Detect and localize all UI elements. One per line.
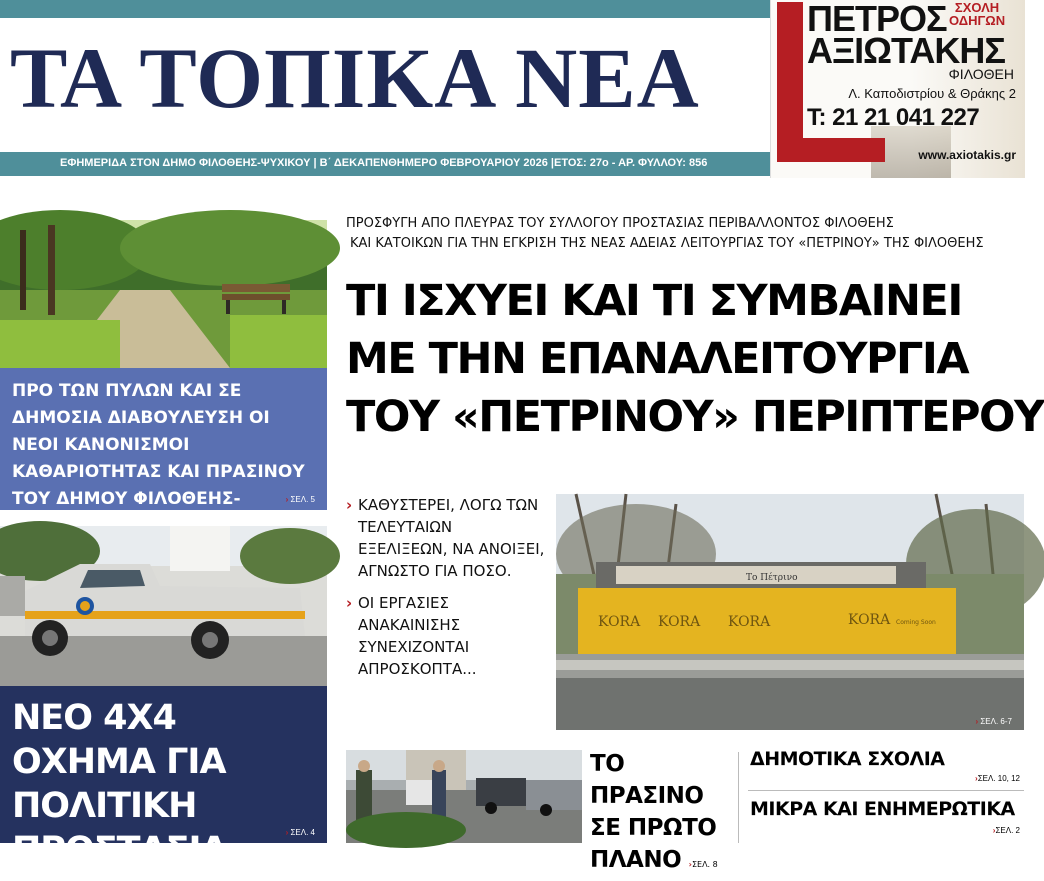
hoarding-tagline: Coming Soon	[896, 619, 936, 626]
ad-name-last: ΑΞΙΩΤΑΚΗΣ	[807, 30, 1005, 71]
bullet-renovation: › ΟΙ ΕΡΓΑΣΙΕΣ ΑΝΑΚΑΙΝΙΣΗΣ ΣΥΝΕΧΙΖΟΝΤΑΙ ΑΠΡΟΣΚΟΠΤΑ...	[346, 594, 477, 678]
page-ref: › ΣΕΛ. 5	[285, 495, 315, 504]
newspaper-title: ΤΑ ΤΟΠΙΚΑ ΝΕΑ	[10, 30, 700, 126]
ad-name-first: ΠΕΤΡΟΣ	[807, 0, 947, 39]
svg-text:KORA: KORA	[728, 614, 771, 630]
row-divider	[748, 790, 1024, 791]
park-photo	[0, 220, 327, 368]
main-story-kicker: ΠΡΟΣΦΥΓΗ ΑΠΟ ΠΛΕΥΡΑΣ ΤΟΥ ΣΥΛΛΟΓΟΥ ΠΡΟΣΤΑΣΙΑΣ ΠΕΡΙΒΑΛΛΟΝΤΟΣ ΦΙΛΟΘΕΗΣ ΚΑΙ ΚΑΤΟΙΚΩΝ ΓΙΑ ΤΗΝ ΕΓΚΡΙΣΗ ΤΗΣ ΝΕΑΣ ΑΔΕΙΑΣ ΛΕΙΤΟΥΡΓΙΑΣ ΤΟΥ «ΠΕΤΡΙΝΟΥ» ΤΗΣ ΦΙΛΟΘΕΗΣ	[346, 216, 984, 251]
kiosk-sign: Το Πέτρινο	[746, 573, 798, 583]
ad-city: ΦΙΛΟΘΕΗ	[948, 66, 1014, 82]
column-divider	[738, 752, 739, 843]
story-headline: ΝΕΟ 4Χ4 ΟΧΗΜΑ ΓΙΑ ΠΟΛΙΤΙΚΗ ΠΡΟΣΤΑΣΙΑ	[12, 698, 227, 870]
ad-school-label: ΣΧΟΛΗ ΟΔΗΓΩΝ	[949, 0, 1006, 28]
page-ref: › ΣΕΛ. 6-7	[975, 717, 1012, 726]
page-ref: ›ΣΕΛ. 2	[992, 826, 1020, 835]
bullet-arrow-icon: ›	[346, 594, 353, 612]
story-municipal-schools[interactable]: ΔΗΜΟΤΙΚΑ ΣΧΟΛΙΑ	[750, 748, 945, 770]
svg-text:KORA: KORA	[658, 614, 701, 630]
masthead-info-strip	[0, 152, 770, 176]
bullet-delay: › ΚΑΘΥΣΤΕΡΕΙ, ΛΟΓΩ ΤΩΝ ΤΕΛΕΥΤΑΙΩΝ ΕΞΕΛΙΞΕΩΝ, ΝΑ ΑΝΟΙΞΕΙ, ΑΓΝΩΣΤΟ ΓΙΑ ΠΟΣΟ.	[346, 496, 545, 580]
main-story-headline[interactable]: ΤΙ ΙΣΧΥΕΙ ΚΑΙ ΤΙ ΣΥΜΒΑΙΝΕΙ ΜΕ ΤΗΝ ΕΠΑΝΑΛΕΙΤΟΥΡΓΙΑ ΤΟΥ «ΠΕΤΡΙΝΟΥ» ΠΕΡΙΠΤΕΡΟΥ	[346, 276, 1044, 442]
ad-phone: Τ: 21 21 041 227	[807, 104, 980, 131]
ad-website-link[interactable]: www.axiotakis.gr	[918, 148, 1016, 162]
kiosk-photo	[556, 494, 1024, 730]
page-ref: ›ΣΕΛ. 10, 12	[975, 774, 1020, 783]
hoarding-brand: KORA	[598, 614, 641, 630]
story-new-4x4-vehicle[interactable]	[0, 686, 327, 870]
issue-info: ΕΦΗΜΕΡΙΔΑ ΣΤΟΝ ΔΗΜΟ ΦΙΛΟΘΕΗΣ-ΨΥΧΙΚΟΥ | Β΄ ΔΕΚΑΠΕΝΘΗΜΕΡΟ ΦΕΒΡΟΥΑΡΙΟΥ 2026 |ΕΤΟΣ: 27ο - ΑΡ. ΦΥΛΛΟΥ: 856	[60, 157, 708, 169]
story-headline: ΠΡΟ ΤΩΝ ΠΥΛΩΝ ΚΑΙ ΣΕ ΔΗΜΟΣΙΑ ΔΙΑΒΟΥΛΕΥΣΗ ΟΙ ΝΕΟΙ ΚΑΝΟΝΙΣΜΟΙ ΚΑΘΑΡΙΟΤΗΤΑΣ ΚΑΙ ΠΡΑΣΙΝΟΥ ΤΟΥ ΔΗΜΟΥ ΦΙΛΟΘΕΗΣ-	[12, 381, 305, 509]
svg-text:KORA: KORA	[848, 612, 891, 628]
masthead-top-bar	[0, 0, 770, 18]
main-story-bullets	[346, 494, 546, 690]
page-ref: › ΣΕΛ. 4	[285, 828, 315, 837]
bullet-arrow-icon: ›	[346, 496, 353, 514]
street-greenery-photo	[346, 750, 582, 843]
page-ref: ›ΣΕΛ. 8	[688, 860, 718, 869]
story-greenery[interactable]: ΤΟ ΠΡΑΣΙΝΟ ΣΕ ΠΡΩΤΟ ΠΛΑΝΟ ›ΣΕΛ. 8	[590, 751, 718, 873]
driving-school-ad[interactable]	[770, 0, 1024, 178]
ad-address: Λ. Καποδιστρίου & Θράκης 2	[848, 86, 1016, 101]
story-short-news[interactable]: ΜΙΚΡΑ ΚΑΙ ΕΝΗΜΕΡΩΤΙΚΑ	[750, 798, 1015, 820]
story-cleanliness-regulations[interactable]	[0, 368, 327, 510]
civil-protection-truck-photo	[0, 526, 327, 686]
